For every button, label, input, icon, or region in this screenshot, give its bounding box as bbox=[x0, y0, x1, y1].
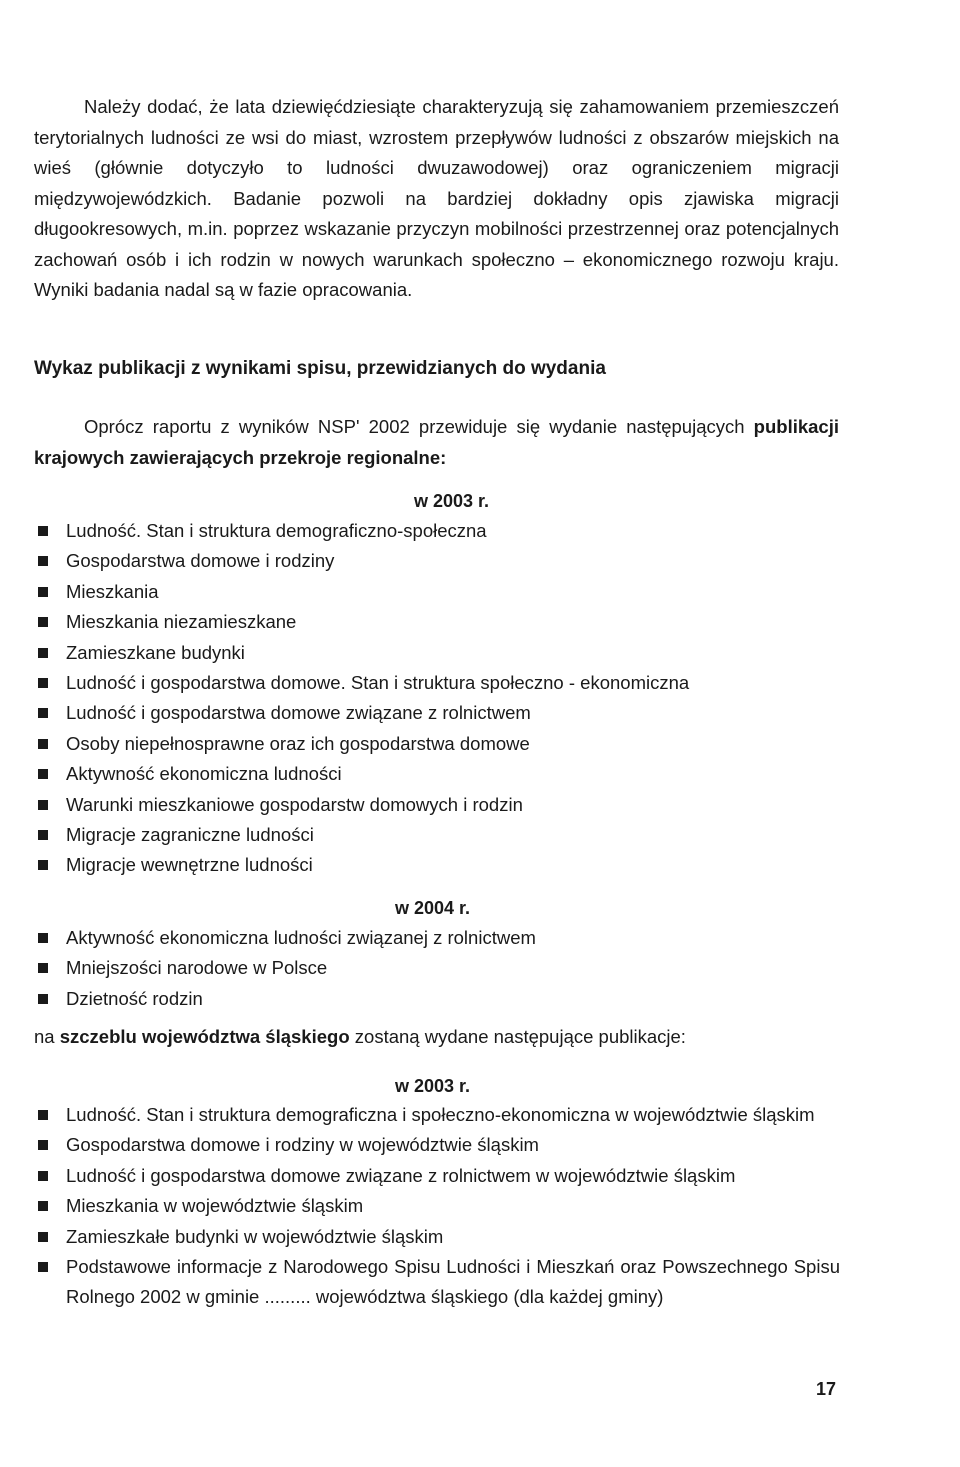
list-item bbox=[34, 698, 840, 728]
list-item-text: Ludność. Stan i struktura demograficzna i społeczno-ekonomiczna w województwie śląskim bbox=[66, 1104, 815, 1125]
list-item bbox=[34, 729, 840, 759]
intro-plain-text: Oprócz raportu z wyników NSP' 2002 przewiduje się wydanie następujących bbox=[84, 416, 754, 437]
square-bullet-icon bbox=[38, 860, 48, 870]
list-item-text: Mieszkania w województwie śląskim bbox=[66, 1195, 364, 1217]
national-publications-2003-list bbox=[34, 516, 840, 881]
list-item bbox=[34, 668, 840, 698]
statement-pre: na bbox=[34, 1026, 60, 1047]
list-item bbox=[34, 790, 840, 820]
list-item bbox=[34, 923, 840, 953]
list-item-text: Mieszkania niezamieszkane bbox=[66, 611, 297, 633]
list-item bbox=[34, 577, 840, 607]
national-publications-2004-list bbox=[34, 923, 840, 1014]
square-bullet-icon bbox=[38, 1262, 48, 1272]
list-item bbox=[34, 607, 840, 637]
square-bullet-icon bbox=[38, 800, 48, 810]
year-heading-2004: w 2004 r. bbox=[395, 898, 471, 918]
list-item-text: Gospodarstwa domowe i rodziny bbox=[66, 550, 335, 572]
list-item-text: Osoby niepełnosprawne oraz ich gospodarstwa domowe bbox=[66, 732, 530, 754]
list-item bbox=[34, 516, 840, 546]
square-bullet-icon bbox=[38, 1171, 48, 1181]
list-item bbox=[34, 1191, 840, 1221]
list-item-text: Migracje wewnętrzne ludności bbox=[66, 854, 313, 876]
statement-post: zostaną wydane następujące publikacje: bbox=[349, 1026, 686, 1047]
square-bullet-icon bbox=[38, 1110, 48, 1120]
regional-publications-2003-list bbox=[34, 1100, 840, 1313]
list-item bbox=[34, 759, 840, 789]
list-item-text: Warunki mieszkaniowe gospodarstw domowych i rodzin bbox=[66, 793, 523, 815]
square-bullet-icon bbox=[38, 587, 48, 597]
list-item bbox=[34, 546, 840, 576]
square-bullet-icon bbox=[38, 556, 48, 566]
publications-heading: Wykaz publikacji z wynikami spisu, przewidzianych do wydania bbox=[34, 358, 606, 379]
square-bullet-icon bbox=[38, 617, 48, 627]
square-bullet-icon bbox=[38, 994, 48, 1004]
list-item-text: Ludność i gospodarstwa domowe związane z rolnictwem w województwie śląskim bbox=[66, 1164, 736, 1186]
list-item-text: Aktywność ekonomiczna ludności związanej z rolnictwem bbox=[66, 927, 536, 948]
list-item bbox=[34, 1100, 840, 1130]
list-item-text: Zamieszkane budynki bbox=[66, 641, 245, 663]
square-bullet-icon bbox=[38, 678, 48, 688]
square-bullet-icon bbox=[38, 1232, 48, 1242]
square-bullet-icon bbox=[38, 963, 48, 973]
list-item-text: Zamieszkałe budynki w województwie śląskim bbox=[66, 1225, 444, 1247]
list-item-text: Ludność. Stan i struktura demograficzno-społeczna bbox=[66, 520, 487, 541]
list-item-text: Podstawowe informacje z Narodowego Spisu Ludności i Mieszkań oraz Powszechnego Spisu Rolnego 2002 w gminie ......... województwa śląskiego (dla każdej gminy) bbox=[66, 1256, 840, 1308]
square-bullet-icon bbox=[38, 739, 48, 749]
square-bullet-icon bbox=[38, 708, 48, 718]
square-bullet-icon bbox=[38, 769, 48, 779]
statement-bold: szczeblu województwa śląskiego bbox=[59, 1026, 350, 1047]
square-bullet-icon bbox=[38, 933, 48, 943]
intro-paragraph-text: Należy dodać, że lata dziewięćdziesiąte charakteryzują się zahamowaniem przemieszczeń terytorialnych ludności ze wsi do miast, wzrostem przepływów ludności z obszarów miejskich na wieś (głównie dotyczyło to ludności dwuzawodowej) oraz ograniczeniem migracji międzywojewódzkich. Badanie pozwoli na bardziej dokładny opis zjawiska migracji długookresowych, m.in. poprzez wskazanie przyczyn mobilności przestrzennej oraz potencjalnych zachowań osób i ich rodzin w nowych warunkach społeczno – ekonomicznego rozwoju kraju. Wyniki badania nadal są w fazie opracowania. bbox=[34, 96, 839, 300]
list-item-text: Gospodarstwa domowe i rodziny w województwie śląskim bbox=[66, 1134, 539, 1156]
publications-intro bbox=[34, 412, 839, 473]
list-item-text: Migracje zagraniczne ludności bbox=[66, 824, 314, 846]
list-item-text: Aktywność ekonomiczna ludności bbox=[66, 763, 342, 785]
square-bullet-icon bbox=[38, 526, 48, 536]
list-item bbox=[34, 820, 840, 850]
square-bullet-icon bbox=[38, 830, 48, 840]
page-number: 17 bbox=[816, 1379, 837, 1399]
list-item-text: Ludność i gospodarstwa domowe związane z rolnictwem bbox=[66, 702, 531, 724]
square-bullet-icon bbox=[38, 1140, 48, 1150]
intro-bold-text: publikacji krajowych zawierających przekroje regionalne: bbox=[34, 416, 839, 468]
list-item-text: Ludność i gospodarstwa domowe. Stan i struktura społeczno - ekonomiczna bbox=[66, 672, 690, 694]
list-item bbox=[34, 1130, 840, 1160]
year-heading-2003: w 2003 r. bbox=[414, 491, 490, 511]
list-item bbox=[34, 850, 840, 880]
list-item bbox=[34, 638, 840, 668]
list-item bbox=[34, 953, 840, 983]
list-item bbox=[34, 984, 840, 1014]
list-item-text: Dzietność rodzin bbox=[66, 987, 203, 1009]
intro-paragraph bbox=[34, 92, 839, 306]
list-item bbox=[34, 1252, 840, 1313]
regional-statement bbox=[34, 1026, 686, 1048]
list-item bbox=[34, 1161, 840, 1191]
year-heading-regional-2003: w 2003 r. bbox=[395, 1076, 471, 1096]
square-bullet-icon bbox=[38, 648, 48, 658]
list-item bbox=[34, 1222, 840, 1252]
list-item-text: Mniejszości narodowe w Polsce bbox=[66, 957, 328, 979]
list-item-text: Mieszkania bbox=[66, 580, 159, 602]
square-bullet-icon bbox=[38, 1201, 48, 1211]
